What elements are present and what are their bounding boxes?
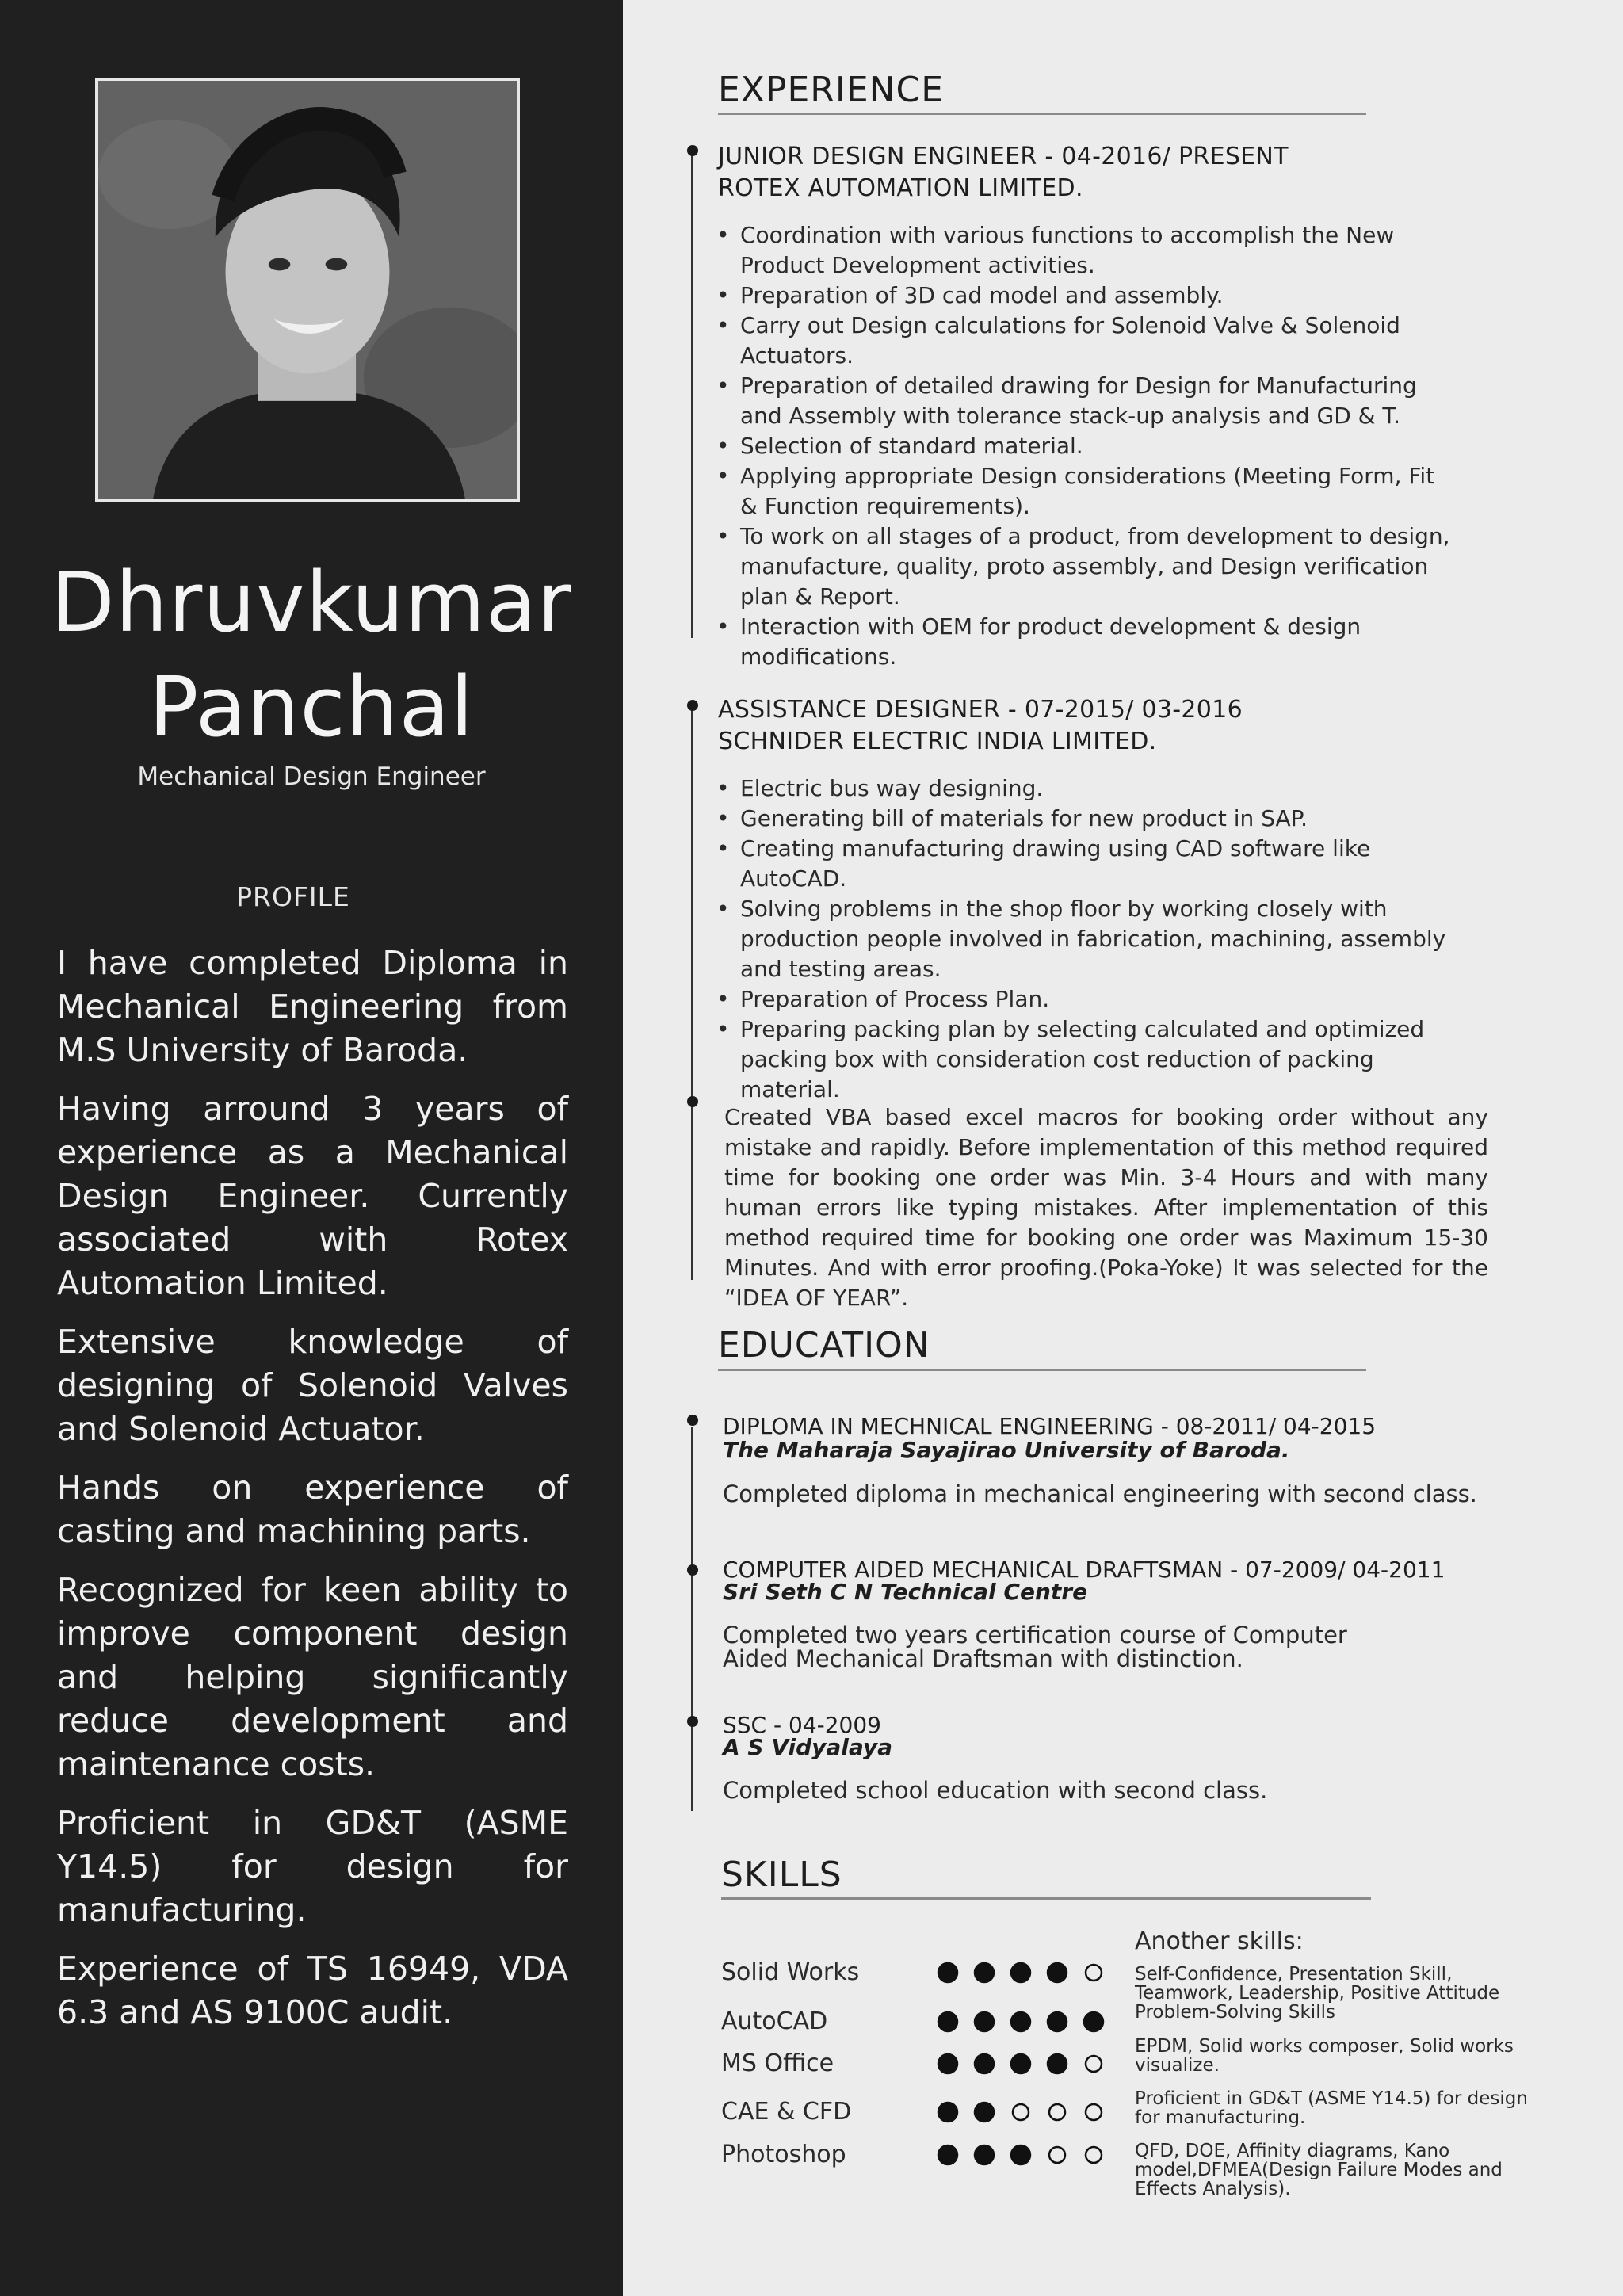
rating-dot-filled bbox=[1084, 2012, 1103, 2031]
rating-dot-filled bbox=[938, 2054, 957, 2073]
skill-name: Solid Works bbox=[721, 1958, 860, 1986]
job-role: ASSISTANCE DESIGNER - 07-2015/ 03-2016 bbox=[718, 696, 1243, 724]
skill-row bbox=[721, 2006, 1117, 2038]
profile-heading: PROFILE bbox=[236, 881, 350, 912]
profile-paragraph: Extensive knowledge of designing of Solenoid Valves and Solenoid Actuator. bbox=[57, 1323, 568, 1448]
timeline-line bbox=[691, 705, 693, 1280]
another-skill-item: Self-Confidence, Presentation Skill, Teamwork, Leadership, Positive Attitude Problem-Solving Skills bbox=[1135, 1964, 1500, 2023]
timeline-dot bbox=[687, 1564, 698, 1576]
skill-name: AutoCAD bbox=[721, 2008, 828, 2035]
rating-dots bbox=[937, 1957, 1119, 1988]
education-title: SSC - 04-2009 bbox=[723, 1712, 881, 1738]
rating-dot-empty bbox=[1086, 2104, 1102, 2120]
another-skill-item: Proficient in GD&T (ASME Y14.5) for design for manufacturing. bbox=[1135, 2088, 1528, 2128]
skills-divider bbox=[721, 1897, 1371, 1900]
list-item: • Creating manufacturing drawing using CAD software like AutoCAD. bbox=[716, 834, 1453, 894]
job-company: ROTEX AUTOMATION LIMITED. bbox=[718, 174, 1083, 202]
skill-rating bbox=[937, 2139, 1119, 2171]
another-skill-item: EPDM, Solid works composer, Solid works visualize. bbox=[1135, 2036, 1514, 2076]
education-divider bbox=[718, 1369, 1366, 1371]
list-item: • Solving problems in the shop floor by working closely with production people involved in fabrication, machining, assembly and testing areas. bbox=[716, 894, 1453, 984]
skill-row bbox=[721, 2139, 1117, 2171]
job-title: Mechanical Design Engineer bbox=[137, 762, 486, 791]
education-title: COMPUTER AIDED MECHANICAL DRAFTSMAN - 07-2009/ 04-2011 bbox=[723, 1557, 1445, 1583]
list-item: • Generating bill of materials for new product in SAP. bbox=[716, 804, 1453, 834]
list-item: • Selection of standard material. bbox=[716, 431, 1453, 461]
education-description: Completed two years certification course of Computer Aided Mechanical Draftsman with distinction. bbox=[723, 1622, 1347, 1672]
rating-dot-empty bbox=[1086, 1965, 1102, 1981]
rating-dot-filled bbox=[938, 2103, 957, 2122]
rating-dot-filled bbox=[1048, 1963, 1067, 1982]
profile-paragraph: Hands on experience of casting and machining parts. bbox=[57, 1469, 568, 1550]
timeline-dot bbox=[687, 700, 698, 711]
another-skills-heading: Another skills: bbox=[1135, 1927, 1304, 1955]
rating-dot-filled bbox=[1011, 2054, 1030, 2073]
education-description: Completed diploma in mechanical engineering with second class. bbox=[723, 1480, 1477, 1507]
list-item: • Preparation of detailed drawing for Design for Manufacturing and Assembly with tolerance stack-up analysis and GD & T. bbox=[716, 371, 1453, 431]
skills-heading: SKILLS bbox=[721, 1855, 842, 1895]
rating-dot-empty bbox=[1013, 2104, 1029, 2120]
profile-paragraph: Experience of TS 16949, VDA 6.3 and AS 9100C audit. bbox=[57, 1950, 568, 2031]
rating-dot-empty bbox=[1049, 2104, 1065, 2120]
timeline-line bbox=[691, 151, 693, 638]
rating-dot-filled bbox=[1011, 2012, 1030, 2031]
education-title: DIPLOMA IN MECHNICAL ENGINEERING - 08-2011/ 04-2015 bbox=[723, 1413, 1377, 1439]
list-item: • Preparing packing plan by selecting calculated and optimized packing box with consideration cost reduction of packing material. bbox=[716, 1014, 1453, 1105]
left-sidebar bbox=[0, 0, 623, 2296]
skill-row bbox=[721, 1957, 1117, 1988]
list-item: • Interaction with OEM for product development & design modifications. bbox=[716, 612, 1453, 672]
education-description: Completed school education with second class. bbox=[723, 1777, 1268, 1804]
timeline-dot bbox=[687, 1716, 698, 1727]
experience-heading: EXPERIENCE bbox=[718, 70, 945, 110]
education-institution: The Maharaja Sayajirao University of Baroda. bbox=[723, 1437, 1290, 1463]
rating-dots bbox=[937, 2048, 1119, 2080]
profile-section bbox=[57, 942, 568, 2050]
list-item: • Electric bus way designing. bbox=[716, 774, 1453, 804]
rating-dot-empty bbox=[1049, 2147, 1065, 2163]
skill-row bbox=[721, 2096, 1117, 2128]
rating-dot-filled bbox=[975, 2054, 994, 2073]
rating-dot-filled bbox=[975, 2103, 994, 2122]
skill-rating bbox=[937, 1957, 1119, 1988]
rating-dot-filled bbox=[1011, 1963, 1030, 1982]
list-item: • Applying appropriate Design considerations (Meeting Form, Fit & Function requirements). bbox=[716, 461, 1453, 521]
education-institution: Sri Seth C N Technical Centre bbox=[723, 1579, 1088, 1605]
skill-name: CAE & CFD bbox=[721, 2098, 852, 2126]
rating-dot-empty bbox=[1086, 2056, 1102, 2072]
experience-divider bbox=[718, 113, 1366, 115]
skill-name: Photoshop bbox=[721, 2141, 846, 2168]
rating-dots bbox=[937, 2006, 1119, 2038]
job-role: JUNIOR DESIGN ENGINEER - 04-2016/ PRESENT bbox=[718, 143, 1289, 170]
list-item: • Coordination with various functions to accomplish the New Product Development activities. bbox=[716, 220, 1453, 281]
rating-dot-filled bbox=[1048, 2054, 1067, 2073]
rating-dots bbox=[937, 2139, 1119, 2171]
another-skill-item: QFD, DOE, Affinity diagrams, Kano model,DFMEA(Design Failure Modes and Effects Analysis). bbox=[1135, 2141, 1503, 2199]
education-heading: EDUCATION bbox=[718, 1325, 930, 1366]
profile-paragraph: Having arround 3 years of experience as a Mechanical Design Engineer. Currently associated with Rotex Automation Limited. bbox=[57, 1090, 568, 1302]
skill-rating bbox=[937, 2096, 1119, 2128]
rating-dot-filled bbox=[1011, 2145, 1030, 2164]
profile-paragraph: Proficient in GD&T (ASME Y14.5) for design for manufacturing. bbox=[57, 1804, 568, 1929]
last-name: Panchal bbox=[148, 659, 475, 755]
rating-dot-empty bbox=[1086, 2147, 1102, 2163]
job-duties-list bbox=[716, 220, 1453, 672]
list-item: • Carry out Design calculations for Solenoid Valve & Solenoid Actuators. bbox=[716, 311, 1453, 371]
timeline-dot bbox=[687, 1096, 698, 1107]
rating-dot-filled bbox=[975, 2012, 994, 2031]
profile-paragraph: I have completed Diploma in Mechanical Engineering from M.S University of Baroda. bbox=[57, 944, 568, 1069]
timeline-dot bbox=[687, 145, 698, 156]
skill-row bbox=[721, 2048, 1117, 2080]
skill-rating bbox=[937, 2006, 1119, 2038]
rating-dot-filled bbox=[1048, 2012, 1067, 2031]
rating-dot-filled bbox=[938, 2012, 957, 2031]
list-item: • Preparation of 3D cad model and assembly. bbox=[716, 281, 1453, 311]
list-item: • To work on all stages of a product, from development to design, manufacture, quality, proto assembly, and Design verification plan & Report. bbox=[716, 521, 1453, 612]
rating-dot-filled bbox=[975, 1963, 994, 1982]
first-name: Dhruvkumar bbox=[51, 554, 572, 651]
rating-dot-filled bbox=[975, 2145, 994, 2164]
skill-name: MS Office bbox=[721, 2050, 834, 2077]
job-duties-list bbox=[716, 774, 1453, 1105]
achievement-text: Created VBA based excel macros for booking order without any mistake and rapidly. Before implementation of this method required time for booking one order was Min. 3-4 Hours and with many human errors like typing mistakes. After implementation of this method required time for booking one order was Maximum 15-30 Minutes. And with error proofing.(Poka-Yoke) It was selected for the “IDEA OF YEAR”. bbox=[724, 1104, 1488, 1311]
rating-dot-filled bbox=[938, 1963, 957, 1982]
rating-dots bbox=[937, 2096, 1119, 2128]
portrait-image bbox=[98, 81, 517, 499]
job-company: SCHNIDER ELECTRIC INDIA LIMITED. bbox=[718, 728, 1157, 755]
skill-rating bbox=[937, 2048, 1119, 2080]
profile-photo bbox=[95, 78, 520, 502]
rating-dot-filled bbox=[938, 2145, 957, 2164]
list-item: • Preparation of Process Plan. bbox=[716, 984, 1453, 1014]
education-institution: A S Vidyalaya bbox=[723, 1734, 893, 1760]
timeline-dot bbox=[687, 1415, 698, 1426]
profile-paragraph: Recognized for keen ability to improve component design and helping significantly reduce development and maintenance costs. bbox=[57, 1571, 568, 1783]
timeline-line bbox=[691, 1427, 693, 1811]
